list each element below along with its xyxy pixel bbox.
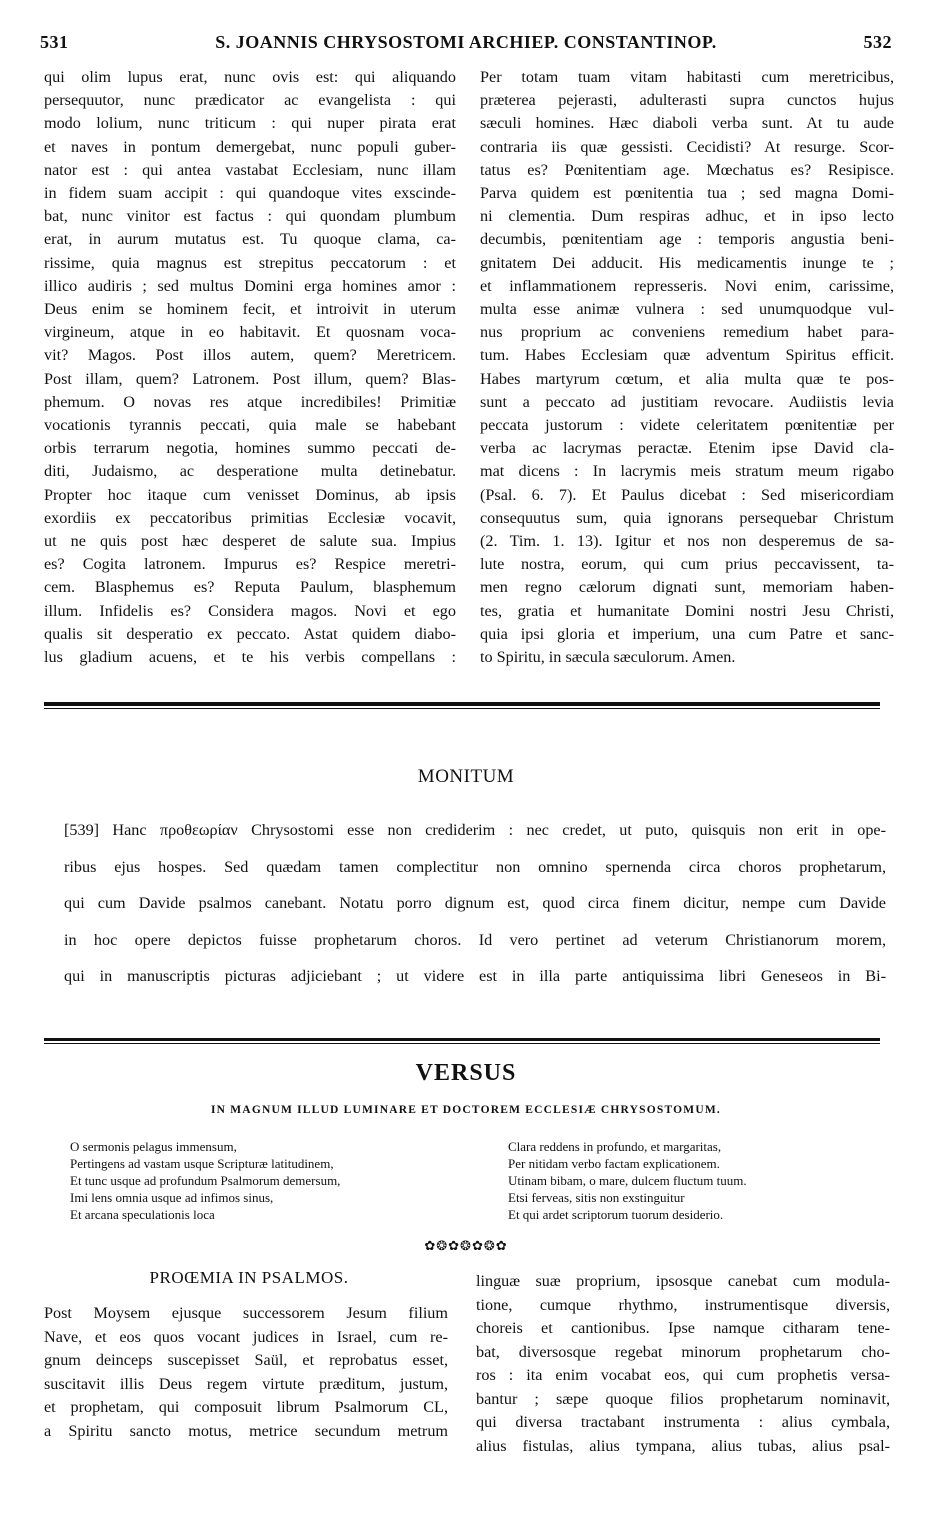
- versus-subheading: IN MAGNUM ILLUD LUMINARE ET DOCTOREM ECCLESIÆ CHRYSOSTOMUM.: [211, 1104, 721, 1116]
- text-line: rissime, quia magnus est strepitus peccatorum : et: [44, 253, 456, 272]
- text-line: illum. Infidelis es? Considera magos. Novi et ego: [44, 601, 456, 620]
- text-line: erat, in aurum mutatus est. Tu quoque clama, ca-: [44, 230, 456, 249]
- running-header: [40, 32, 892, 56]
- verse-line: O sermonis pelagus immensum,: [70, 1139, 237, 1154]
- text-line: (2. Tim. 1. 13). Igitur et nos non desperemus de sa-: [480, 532, 894, 551]
- text-line: tes, gratia et humanitate Domini nostri Jesu Christi,: [480, 601, 894, 620]
- text-line: orbis terrarum negotia, homines summo peccati de-: [44, 439, 456, 458]
- text-line: contraria iis quæ gessisti. Cecidisti? At resurge. Scor-: [480, 137, 894, 156]
- text-line: (Psal. 6. 7). Et Paulus dicebat : Sed misericordiam: [480, 485, 894, 504]
- monitum-line: qui cum Davide psalmos canebant. Notatu porro dignum est, quod circa finem dicitur, nempe cum Davide: [64, 894, 886, 912]
- text-line: cem. Blasphemus es? Reputa Paulum, blasphemum: [44, 578, 456, 597]
- text-line: exordiis ex peccatoribus primitias Ecclesiæ vocavit,: [44, 508, 456, 527]
- section-divider-top: [44, 702, 880, 709]
- right-text-column: [480, 66, 894, 669]
- text-line: persequutor, nunc prædicator ac evangelista : qui: [44, 91, 456, 110]
- prooemia-heading: PROŒMIA IN PSALMOS.: [149, 1268, 349, 1287]
- text-line: virgineum, atque in eo habitavit. Et quosnam voca-: [44, 323, 456, 342]
- running-title: S. JOANNIS CHRYSOSTOMI ARCHIEP. CONSTANTINOP.: [215, 32, 717, 52]
- text-line: Nave, et eos quos vocant judices in Israel, cum re-: [44, 1327, 448, 1346]
- text-line: verba ac lacrymas peractæ. Etenim ipse David cla-: [480, 439, 894, 458]
- text-line: Habes martyrum cœtum, et alia multa quæ te pos-: [480, 369, 894, 388]
- text-line: Post illam, quem? Latronem. Post illum, quem? Blas-: [44, 369, 456, 388]
- verse-right-column: [508, 1138, 888, 1223]
- text-line: vocationis tyrannis peccati, quia male se habebant: [44, 416, 456, 435]
- text-line: Deus enim se hominem fecit, et introivit in uterum: [44, 300, 456, 319]
- text-line: tione, cumque rhythmo, instrumentisque diversis,: [476, 1295, 890, 1314]
- text-line: gnitatem Dei adducit. His medicamentis inunge te ;: [480, 253, 894, 272]
- text-line: lute nostra, eorum, qui cum prius peccavissent, ta-: [480, 555, 894, 574]
- left-text-column: [44, 66, 456, 669]
- text-line: diti, Judaismo, ac desperatione multa detinebatur.: [44, 462, 456, 481]
- prooemia-right-column: [476, 1270, 890, 1458]
- monitum-paragraph: [64, 812, 886, 995]
- text-line: et naves in pontum demergebat, nunc populi guber-: [44, 137, 456, 156]
- text-line: vit? Magos. Post illos autem, quem? Meretricem.: [44, 346, 456, 365]
- text-line: es? Cogita latronem. Impurus es? Respice meretri-: [44, 555, 456, 574]
- text-line: nus proprium ac conveniens remedium habet para-: [480, 323, 894, 342]
- verse-line: Pertingens ad vastam usque Scripturæ latitudinem,: [70, 1156, 334, 1171]
- text-line: ut ne quis post hæc desperet de salute sua. Impius: [44, 532, 456, 551]
- text-line: præterea pejerasti, adulterasti supra cunctos hujus: [480, 91, 894, 110]
- text-line: modo lolium, nunc triticum : qui nuper pirata erat: [44, 114, 456, 133]
- text-line: phemum. O novas res atque incredibiles! Primitiæ: [44, 392, 456, 411]
- text-line: bantur ; sæpe quoque filios prophetarum nominavit,: [476, 1389, 890, 1408]
- text-line: suscitavit illis Deus regem virtute præditum, justum,: [44, 1374, 448, 1393]
- monitum-line: in hoc opere depictos fuisse prophetarum choros. Id vero pertinet ad veterum Christianorum morem,: [64, 930, 886, 949]
- verse-line: Et arcana speculationis loca: [70, 1207, 215, 1222]
- verse-line: Utinam bibam, o mare, dulcem fluctum tuum.: [508, 1173, 747, 1188]
- monitum-line: qui in manuscriptis picturas adjiciebant ; ut videre est in illa parte antiquissima libri Geneseos in Bi-: [64, 967, 886, 985]
- text-line: et inflammationem represseris. Novi enim, carissime,: [480, 276, 894, 295]
- text-line: sunt a peccato ad justitiam revocare. Audiistis levia: [480, 392, 894, 411]
- text-line: bat, nunc vinitor est factus : qui quondam plumbum: [44, 207, 456, 226]
- verse-line: Et tunc usque ad profundum Psalmorum demersum,: [70, 1173, 341, 1188]
- text-line: ni clementia. Dum respiras adhuc, et in ipso lecto: [480, 207, 894, 226]
- text-line: men regno cælorum dignati sunt, memoriam haben-: [480, 578, 894, 597]
- text-line: multa esse animæ vulnera : sed unumquodque vul-: [480, 300, 894, 319]
- text-line: linguæ suæ proprium, ipsosque canebat cum modula-: [476, 1272, 890, 1290]
- text-line: illico audiris ; sed multus Domini erga homines amor :: [44, 276, 456, 295]
- text-line: Propter hoc itaque cum venisset Dominus, ab ipsis: [44, 485, 456, 504]
- text-line: in fidem suam accipit : qui quandoque vites exscinde-: [44, 184, 456, 203]
- verse-left-column: [70, 1138, 450, 1223]
- text-line: Parva quidem est pœnitentia tua ; sed magna Domi-: [480, 184, 894, 203]
- text-line: ros : ita enim vocabat eos, qui cum prophetis versa-: [476, 1366, 890, 1384]
- text-line: sæculi homines. Hæc diaboli verba sunt. At tu aude: [480, 114, 894, 133]
- page-number-right: 532: [863, 32, 892, 52]
- text-line: a Spiritu sancto motus, metrice secundum metrum: [44, 1421, 448, 1440]
- verse-line: Imi lens omnia usque ad infimos sinus,: [70, 1190, 274, 1205]
- text-line: choreis et cantionibus. Ipse namque citharam tene-: [476, 1319, 890, 1337]
- text-line: quia ipsi gloria et imperium, una cum Patre et sanc-: [480, 624, 894, 643]
- text-line: et prophetam, qui composuit librum Psalmorum CL,: [44, 1398, 448, 1416]
- text-line: to Spiritu, in sæcula sæculorum. Amen.: [480, 648, 736, 667]
- text-line: qualis sit desperatio ex peccato. Astat quidem diabo-: [44, 624, 456, 643]
- text-line: alius fistulas, alius tympana, alius tubas, alius psal-: [476, 1436, 890, 1455]
- text-line: peccata justorum : videte celeritatem pœnitentiæ per: [480, 416, 894, 435]
- section-divider-bottom: [44, 1038, 880, 1044]
- page-number-left: 531: [40, 32, 69, 52]
- text-line: Per totam tuam vitam habitasti cum meretricibus,: [480, 68, 894, 86]
- text-line: nator est : qui antea vastabat Ecclesiam, nunc illam: [44, 160, 456, 179]
- text-line: decumbis, pœnitentiam age : temporis angustia beni-: [480, 230, 894, 249]
- verse-line: Etsi ferveas, sitis non exstinguitur: [508, 1190, 685, 1205]
- text-line: lus gladium acuens, et te his verbis compellans :: [44, 648, 456, 667]
- prooemia-left-column: [44, 1302, 448, 1443]
- text-line: mat dicens : In lacrymis meis stratum meum rigabo: [480, 462, 894, 481]
- verse-line: Et qui ardet scriptorum tuorum desiderio.: [508, 1207, 724, 1222]
- monitum-line: ribus ejus hospes. Sed quædam tamen complectitur non omnino spernenda circa choros prophetarum,: [64, 857, 886, 876]
- monitum-line: [539] Hanc προθεωρίαν Chrysostomi esse non crediderim : nec credet, ut puto, quisquis non erit in ope-: [64, 821, 886, 839]
- text-line: bat, diversosque regebat minorum prophetarum cho-: [476, 1342, 890, 1361]
- text-line: consequutus sum, quia ignorans persequebar Christum: [480, 508, 894, 527]
- text-line: Post Moysem ejusque successorem Jesum filium: [44, 1304, 448, 1322]
- versus-heading: VERSUS: [415, 1060, 517, 1086]
- monitum-heading: MONITUM: [417, 766, 515, 787]
- verse-line: Per nitidam verbo factam explicationem.: [508, 1156, 720, 1171]
- ornament-divider: ✿❂✿❂✿❂✿: [424, 1238, 508, 1253]
- text-line: tatus es? Pœnitentiam age. Mœchatus es? Resipisce.: [480, 160, 894, 179]
- text-line: tum. Habes Ecclesiam quæ adventum Spiritus efficit.: [480, 346, 894, 365]
- verse-line: Clara reddens in profundo, et margaritas,: [508, 1139, 722, 1154]
- text-line: qui olim lupus erat, nunc ovis est: qui aliquando: [44, 68, 456, 86]
- text-line: gnum deinceps suscepisset Saül, et reprobatus esset,: [44, 1351, 448, 1369]
- text-line: qui diversa tractabant instrumenta : alius cymbala,: [476, 1413, 890, 1431]
